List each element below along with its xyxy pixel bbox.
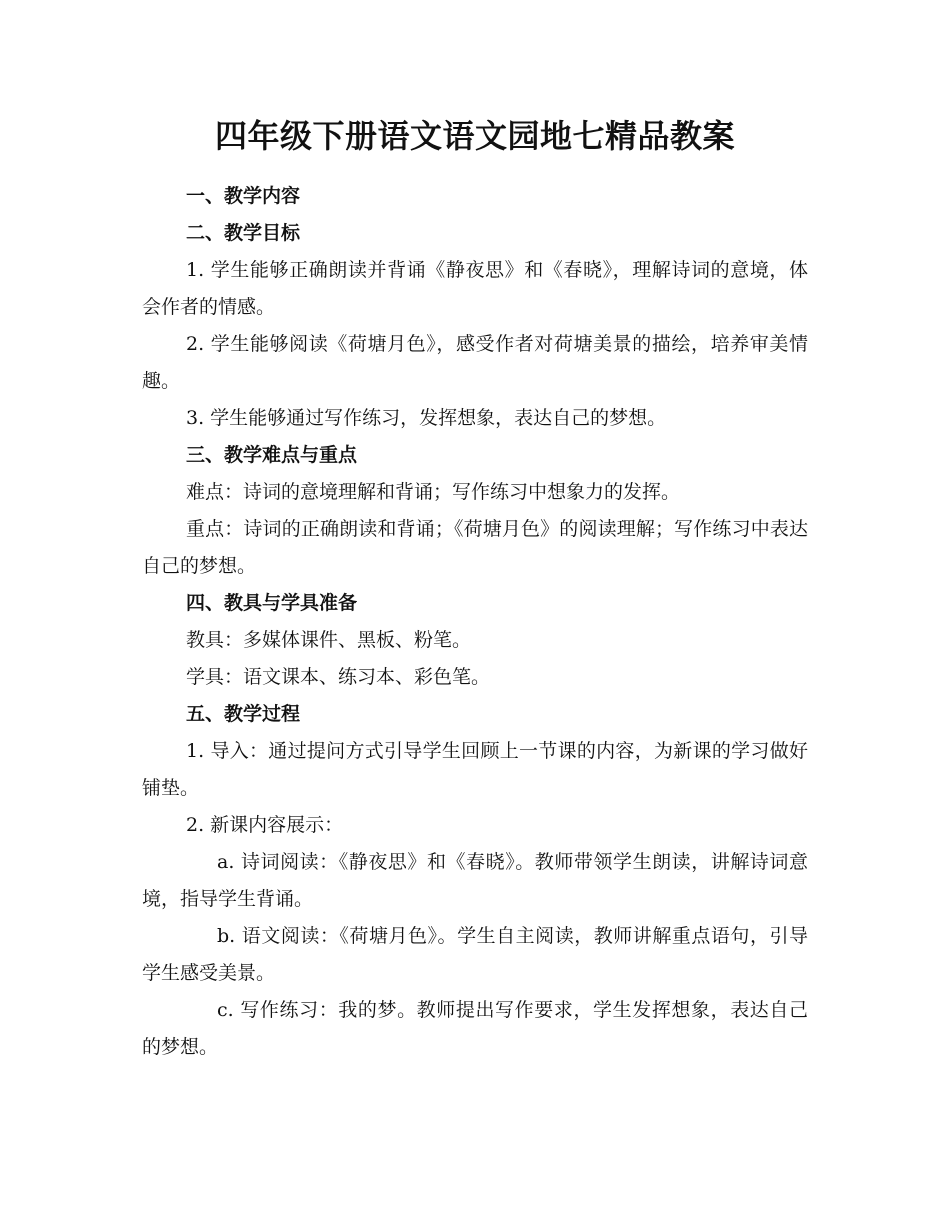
section-heading: 二、教学目标 xyxy=(186,222,301,244)
difficulty-paragraph: 难点：诗词的意境理解和背诵；写作练习中想象力的发挥。 xyxy=(186,481,681,503)
section-teaching-goals xyxy=(142,215,808,437)
document-title: 四年级下册语文语文园地七精品教案 xyxy=(214,117,735,155)
process-substep-poetry: a. 诗词阅读：《静夜思》和《春晓》。教师带领学生朗读，讲解诗词意境，指导学生背诵。 xyxy=(142,851,808,910)
teacher-aids-paragraph: 教具：多媒体课件、黑板、粉笔。 xyxy=(186,629,472,651)
process-substep-writing: c. 写作练习：我的梦。教师提出写作要求，学生发挥想象，表达自己的梦想。 xyxy=(142,999,808,1058)
section-teaching-content xyxy=(142,178,808,215)
goal-item-1: 1. 学生能够正确朗读并背诵《静夜思》和《春晓》，理解诗词的意境，体会作者的情感。 xyxy=(142,259,808,318)
keypoint-paragraph: 重点：诗词的正确朗读和背诵；《荷塘月色》的阅读理解；写作练习中表达自己的梦想。 xyxy=(142,518,808,577)
goal-item-3: 3. 学生能够通过写作练习，发挥想象，表达自己的梦想。 xyxy=(186,407,667,429)
section-difficulties-keypoints xyxy=(142,437,808,585)
section-teaching-aids xyxy=(142,585,808,696)
process-substep-reading: b. 语文阅读：《荷塘月色》。学生自主阅读，教师讲解重点语句，引导学生感受美景。 xyxy=(142,925,808,984)
process-step-intro: 1. 导入：通过提问方式引导学生回顾上一节课的内容，为新课的学习做好铺垫。 xyxy=(142,740,808,799)
section-teaching-process xyxy=(142,696,808,1066)
section-heading: 三、教学难点与重点 xyxy=(186,444,358,466)
process-step-new-content: 2. 新课内容展示： xyxy=(186,814,344,836)
section-heading: 五、教学过程 xyxy=(186,703,301,725)
section-heading: 一、教学内容 xyxy=(186,185,301,207)
student-aids-paragraph: 学具：语文课本、练习本、彩色笔。 xyxy=(186,666,491,688)
section-heading: 四、教具与学具准备 xyxy=(186,592,358,614)
goal-item-2: 2. 学生能够阅读《荷塘月色》，感受作者对荷塘美景的描绘，培养审美情趣。 xyxy=(142,333,808,392)
